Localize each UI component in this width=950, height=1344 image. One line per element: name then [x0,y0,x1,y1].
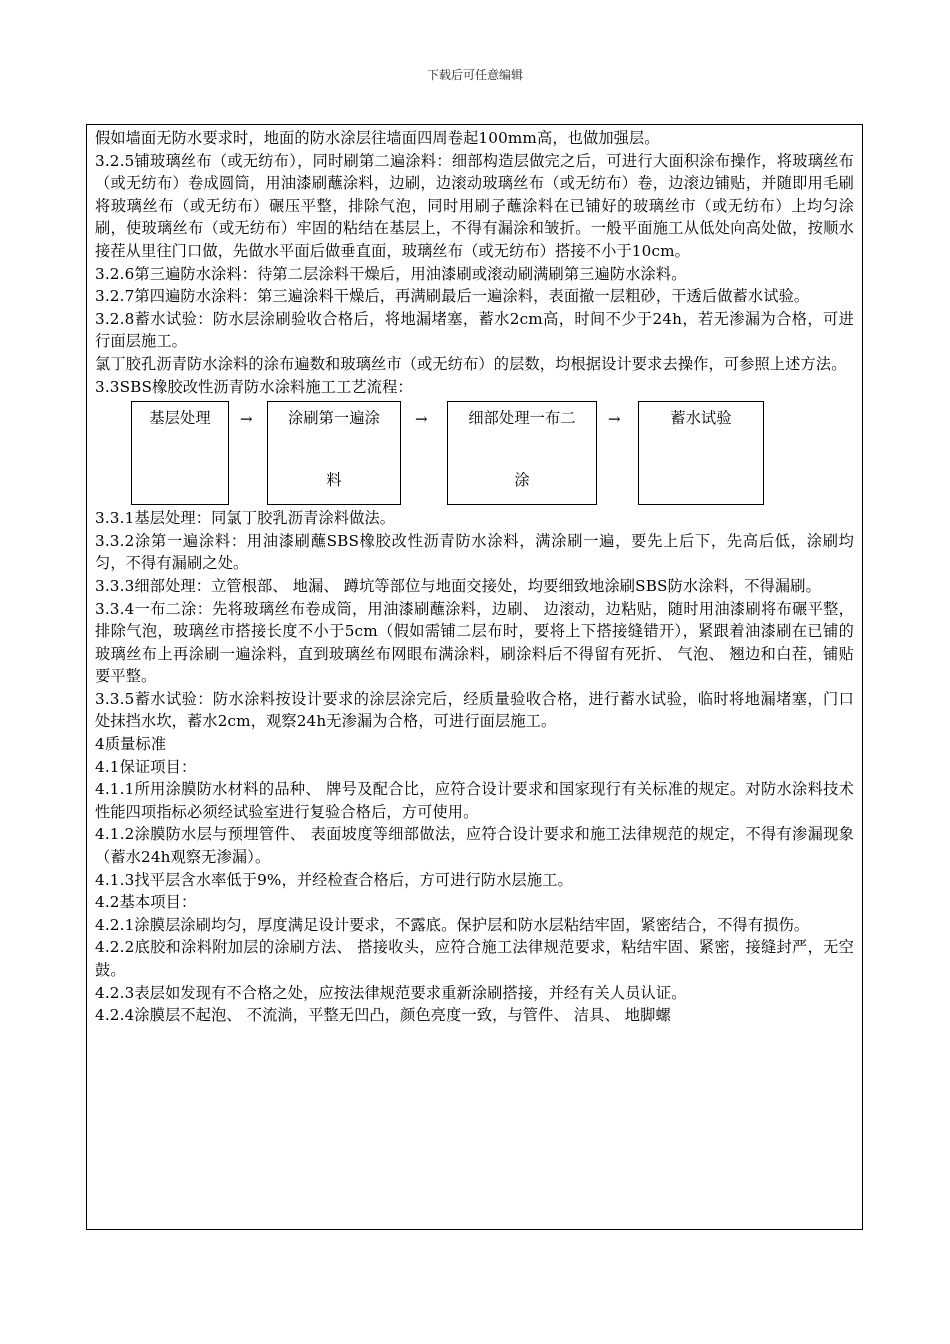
paragraph: 4.2.4涂膜层不起泡、 不流淌，平整无凹凸，颜色亮度一致，与管件、 洁具、 地脚螺 [95,1006,671,1025]
process-flowchart [95,401,854,507]
paragraph: 氯丁胶孔沥青防水涂料的涂布遍数和玻璃丝市（或无纺布）的层数，均根据设计要求去操作，可参照上述方法。 [95,354,847,373]
paragraph: 4.1.2涂膜防水层与预埋管件、 表面坡度等细部做法，应符合设计要求和施工法律规范的规定，不得有渗漏现象（蓄水24h观察无渗漏）。 [95,825,854,867]
flow-step-label: 料 [326,471,342,490]
flow-step-first-coat [267,401,401,505]
paragraph: 4.1.1所用涂膜防水材料的品种、 牌号及配合比，应符合设计要求和国家现行有关标准的规定。对防水涂料技术性能四项指标必须经试验室进行复验合格后，方可使用。 [95,780,854,821]
flow-step-water-test [638,401,764,505]
document-body [87,125,862,1027]
page-header: 下载后可任意编辑 [426,68,523,82]
subsection-heading: 4.1保证项目： [95,757,197,776]
flow-arrow-icon: → [415,410,428,429]
paragraph: 假如墙面无防水要求时，地面的防水涂层往墙面四周卷起100mm高，也做加强层。 [95,129,660,147]
paragraph: 3.3.2涂第一遍涂料：用油漆刷蘸SBS橡胶改性沥青防水涂料，满涂刷一遍，要先上后下，先高后低，涂刷均匀，不得有漏刷之处。 [95,531,854,573]
flow-step-label: 基层处理 [149,409,211,428]
paragraph: 3.3.5蓄水试验：防水涂料按设计要求的涂层涂完后，经质量验收合格，进行蓄水试验，临时将地漏堵塞，门口处抹挡水坎，蓄水2cm，观察24h无渗漏为合格，可进行面层施工。 [95,689,854,731]
flow-step-label: 涂刷第一遍涂 [287,409,381,428]
subsection-heading: 4.2基本项目： [95,893,197,912]
section-heading: 4质量标准 [95,735,167,754]
paragraph: 4.1.3找平层含水率低于9%，并经检查合格后，方可进行防水层施工。 [95,870,573,889]
flow-step-label: 细部处理一布二 [468,409,576,428]
paragraph: 3.3.3细部处理：立管根部、 地漏、 蹲坑等部位与地面交接处，均要细致地涂刷SBS防水涂料，不得漏刷。 [95,576,821,595]
paragraph: 4.2.2底胶和涂料附加层的涂刷方法、 搭接收头，应符合施工法律规范要求，粘结牢固、紧密，接缝封严，无空鼓。 [95,938,854,979]
paragraph: 3.3.4一布二涂：先将玻璃丝布卷成筒，用油漆刷蘸涂料，边刷、 边滚动，边粘贴，随时用油漆刷将布碾平整，排除气泡，玻璃丝市搭接长度不小于5cm（假如需铺二层布时，要将上下搭接缝错开），紧跟着油漆刷在已铺的玻璃丝布上再涂刷一遍涂料，直到玻璃丝布网眼布满涂料，刷涂料后不得留有死折、 气泡、 翘边和白茬，铺贴要平整。 [95,599,854,686]
flow-arrow-icon: → [608,410,621,429]
paragraph: 4.2.3表层如发现有不合格之处，应按法律规范要求重新涂刷搭接，并经有关人员认证。 [95,983,687,1002]
flow-step-detail-treatment [447,401,597,505]
paragraph: 3.3SBS橡胶改性沥青防水涂料施工工艺流程： [95,377,413,396]
paragraph: 3.2.8蓄水试验：防水层涂刷验收合格后，将地漏堵塞，蓄水2cm高，时间不少于24h，若无渗漏为合格，可进行面层施工。 [95,309,854,351]
flow-step-label: 蓄水试验 [670,409,732,428]
paragraph: 3.2.7第四遍防水涂料：第三遍涂料干燥后，再满刷最后一遍涂料，表面撤一层粗砂，干透后做蓄水试验。 [95,287,810,306]
paragraph: 4.2.1涂膜层涂刷均匀，厚度满足设计要求，不露底。保护层和防水层粘结牢固，紧密结合，不得有损伤。 [95,915,810,934]
flow-arrow-icon: → [240,410,253,429]
document-frame [86,124,863,1230]
paragraph: 3.2.5铺玻璃丝布（或无纺布），同时刷第二遍涂料：细部构造层做完之后，可进行大面积涂布操作，将玻璃丝布（或无纺布）卷成圆筒，用油漆刷蘸涂料，边刷，边滚动玻璃丝布（或无纺布）卷，边滚边铺贴，并随即用毛刷将玻璃丝布（或无纺布）碾压平整，排除气泡，同时用刷子蘸涂料在已铺好的玻璃丝市（或无纺布）上均匀涂刷，使玻璃丝布（或无纺布）牢固的粘结在基层上，不得有漏涂和皱折。一般平面施工从低处向高处做，按顺水接茬从里往门口做，先做水平面后做垂直面，玻璃丝布（或无纺布）搭接不小于10cm。 [95,151,854,260]
flow-step-label: 涂 [514,471,530,490]
paragraph: 3.2.6第三遍防水涂料：待第二层涂料干燥后，用油漆刷或滚动刷满刷第三遍防水涂料。 [95,264,687,283]
flow-step-base-treatment [131,401,229,505]
paragraph: 3.3.1基层处理：同氯丁胶乳沥青涂料做法。 [95,509,396,528]
